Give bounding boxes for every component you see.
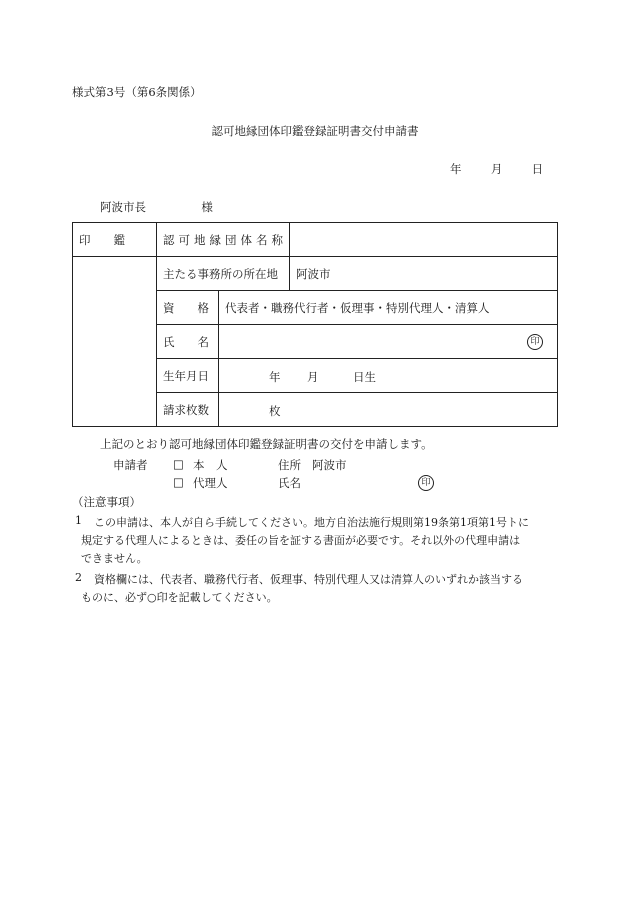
office-label: 主たる事務所の所在地	[163, 266, 278, 281]
org-name-label: 認可地縁団体名称	[163, 232, 287, 247]
birthdate-field[interactable]	[219, 359, 558, 393]
copies-unit: 枚	[269, 404, 281, 418]
seal-impression-area[interactable]	[73, 257, 157, 427]
checkbox-self[interactable]: □	[173, 457, 184, 471]
applicant-address-value: 阿波市	[312, 458, 347, 472]
addressee-mayor: 阿波市長	[100, 200, 146, 214]
note-1-line-2: 規定する代理人によるときは、委任の旨を証する書面が必要です。それ以外の代理申請は	[81, 534, 521, 547]
qualification-label-cell	[157, 291, 219, 325]
date-day: 日	[531, 162, 544, 176]
seal-mark-icon: 印	[527, 334, 543, 350]
seal-label: 印 鑑	[79, 232, 125, 247]
name-label-cell	[157, 325, 219, 359]
note-2-number: 2	[75, 571, 82, 584]
birthdate-label-cell	[157, 359, 219, 393]
copies-field[interactable]	[219, 393, 558, 427]
qualification-field[interactable]	[219, 291, 558, 325]
copies-label: 請求枚数	[163, 402, 209, 417]
birthdate-month: 月	[307, 370, 319, 384]
birthdate-day: 日生	[353, 370, 376, 384]
birthdate-year: 年	[269, 370, 281, 384]
office-field[interactable]	[290, 257, 558, 291]
date-line	[450, 161, 543, 177]
note-1-number: 1	[75, 514, 82, 527]
note-2-line-1: 資格欄には、代表者、職務代行者、仮理事、特別代理人又は清算人のいずれか該当する	[94, 573, 523, 586]
checkbox-agent[interactable]: □	[173, 475, 184, 489]
date-year: 年	[450, 162, 462, 176]
name-label: 氏 名	[163, 334, 209, 349]
birthdate-label: 生年月日	[163, 368, 209, 383]
note-1-line-3: できません。	[81, 552, 148, 565]
note-2-line-2: ものに、必ず○印を記載してください。	[81, 591, 278, 604]
applicant-seal-mark-icon: 印	[418, 475, 434, 491]
org-name-field[interactable]	[290, 223, 558, 257]
copies-label-cell	[157, 393, 219, 427]
form-number: 様式第3号（第6条関係）	[72, 85, 202, 99]
org-name-label-cell	[157, 223, 290, 257]
qualification-label: 資 格	[163, 300, 209, 315]
application-table	[72, 222, 558, 427]
seal-label-cell	[73, 223, 157, 257]
applicant-address-label: 住所	[278, 458, 301, 472]
office-label-cell	[157, 257, 290, 291]
applicant-agent-label: 代理人	[193, 476, 228, 490]
date-month: 月	[490, 162, 503, 176]
note-1-line-1: この申請は、本人が自ら手続してください。地方自治法施行規則第19条第1項第1号トに	[94, 516, 529, 529]
request-sentence: 上記のとおり認可地縁団体印鑑登録証明書の交付を申請します。	[100, 437, 433, 451]
notes-heading: （注意事項）	[72, 495, 141, 509]
applicant-label: 申請者	[113, 458, 148, 472]
applicant-self-label: 本 人	[193, 458, 228, 472]
qualification-options: 代表者・職務代行者・仮理事・特別代理人・清算人	[225, 300, 490, 315]
addressee-honorific: 様	[201, 200, 213, 214]
document-title: 認可地縁団体印鑑登録証明書交付申請書	[211, 124, 419, 138]
applicant-name-label: 氏名	[278, 476, 301, 490]
name-field[interactable]	[219, 325, 558, 359]
office-value: 阿波市	[296, 266, 331, 281]
addressee	[100, 199, 213, 215]
